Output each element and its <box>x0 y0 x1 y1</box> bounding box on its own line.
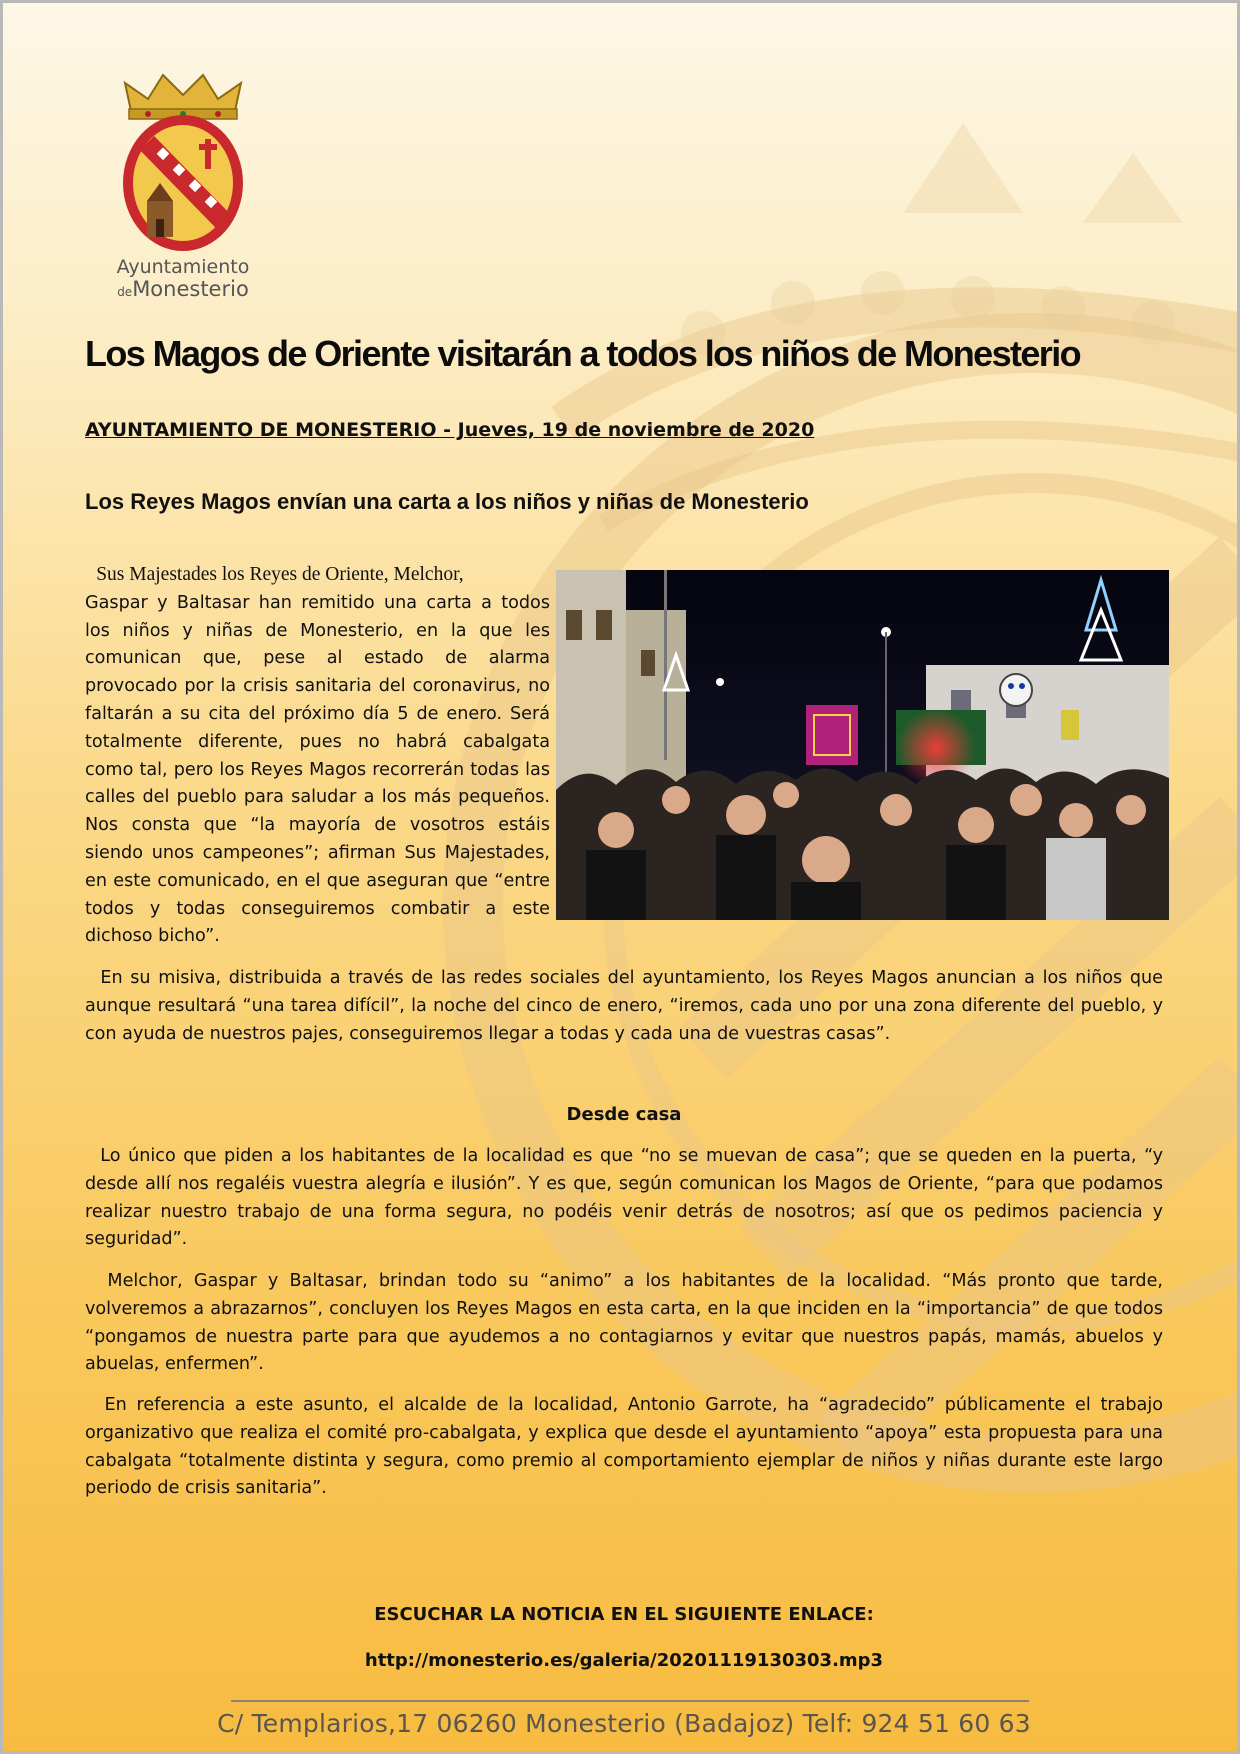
paragraph-1-body: Gaspar y Baltasar han remitido una carta a todos los niños y niñas de Monesterio, en la que les comunican que, pese al estado de alarma provocado por la crisis sanitaria del coronavirus, no faltarán a su cita del próximo día 5 de enero. Será totalmente diferente, pues no habrá cabalgata como tal, pero los Reyes Magos recorrerán todas las calles del pueblo para saludar a los más pequeños. Nos consta que “la mayoría de vosotros estáis siendo unos campeones”; afirman Sus Majestades, en este comunicado, en el que aseguran que “entre todos y todas conseguiremos combatir a este dichoso bicho”. <box>85 592 550 947</box>
section-heading: Desde casa <box>566 1104 682 1125</box>
logo-town-text: Monesterio <box>132 276 249 301</box>
article-paragraph-3 <box>85 1143 1163 1254</box>
coat-of-arms-icon <box>113 71 253 256</box>
paragraph-4-text: Melchor, Gaspar y Baltasar, brindan todo su “animo” a los habitantes de la localidad. “Más pronto que tarde, volveremos a abrazarnos”, concluyen los Reyes Magos en esta carta, en la que inciden en la “importancia” de que todos “pongamos de nuestra parte para que ayudemos a no contagiarnos y evitar que nuestros papás, mamás, abuelos y abuelas, enfermen”. <box>85 1271 1163 1375</box>
listen-label: ESCUCHAR LA NOTICIA EN EL SIGUIENTE ENLACE: <box>374 1604 874 1625</box>
article-dateline: AYUNTAMIENTO DE MONESTERIO - Jueves, 19 de noviembre de 2020 <box>85 419 815 441</box>
paragraph-2-text: En su misiva, distribuida a través de las redes sociales del ayuntamiento, los Reyes Magos anuncian a los niños que aunque resultará “una tarea difícil”, la noche del cinco de enero, “iremos, cada uno por una zona diferente del pueblo, y con ayuda de nuestros pajes, conseguiremos llegar a todas y cada una de vuestras casas”. <box>85 968 1164 1044</box>
paragraph-1-lead: Sus Majestades los Reyes de Oriente, Melchor, <box>96 564 464 585</box>
article-paragraph-1 <box>85 561 550 951</box>
paragraph-3-text: Lo único que piden a los habitantes de la localidad es que “no se muevan de casa”; que se queden en la puerta, “y desde allí nos regaléis vuestra alegría e ilusión”. Y es que, según comunican los Magos de Oriente, “para que podamos realizar nuestro trabajo de una forma segura, no podéis venir detrás de nosotros; así que os pedimos paciencia y seguridad”. <box>85 1146 1163 1250</box>
footer-divider <box>231 1700 1029 1702</box>
article-headline: Los Magos de Oriente visitarán a todos los niños de Monesterio <box>85 333 1081 374</box>
article-paragraph-2 <box>85 965 1163 1048</box>
paragraph-5-text: En referencia a este asunto, el alcalde de la localidad, Antonio Garrote, ha “agradecido” públicamente el trabajo organizativo que realiza el comité pro-cabalgata, y explica que desde el ayuntamiento “apoya” esta propuesta para una cabalgata “totalmente distinta y segura, como premio al comportamiento ejemplar de niños y niñas durante este largo periodo de crisis sanitaria”. <box>85 1395 1163 1499</box>
audio-link[interactable]: http://monesterio.es/galeria/20201119130303.mp3 <box>364 1650 884 1671</box>
logo-de-text: de <box>117 284 133 299</box>
municipal-logo <box>98 71 268 300</box>
article-paragraph-4 <box>85 1268 1163 1379</box>
logo-name-line2 <box>98 278 268 300</box>
article-subheadline: Los Reyes Magos envían una carta a los niños y niñas de Monesterio <box>85 489 809 514</box>
logo-name-line1: Ayuntamiento <box>116 256 250 278</box>
article-paragraph-5 <box>85 1392 1163 1503</box>
night-parade-photo <box>556 570 1169 920</box>
footer-address: C/ Templarios,17 06260 Monesterio (Badajoz) Telf: 924 51 60 63 <box>217 1709 1031 1738</box>
